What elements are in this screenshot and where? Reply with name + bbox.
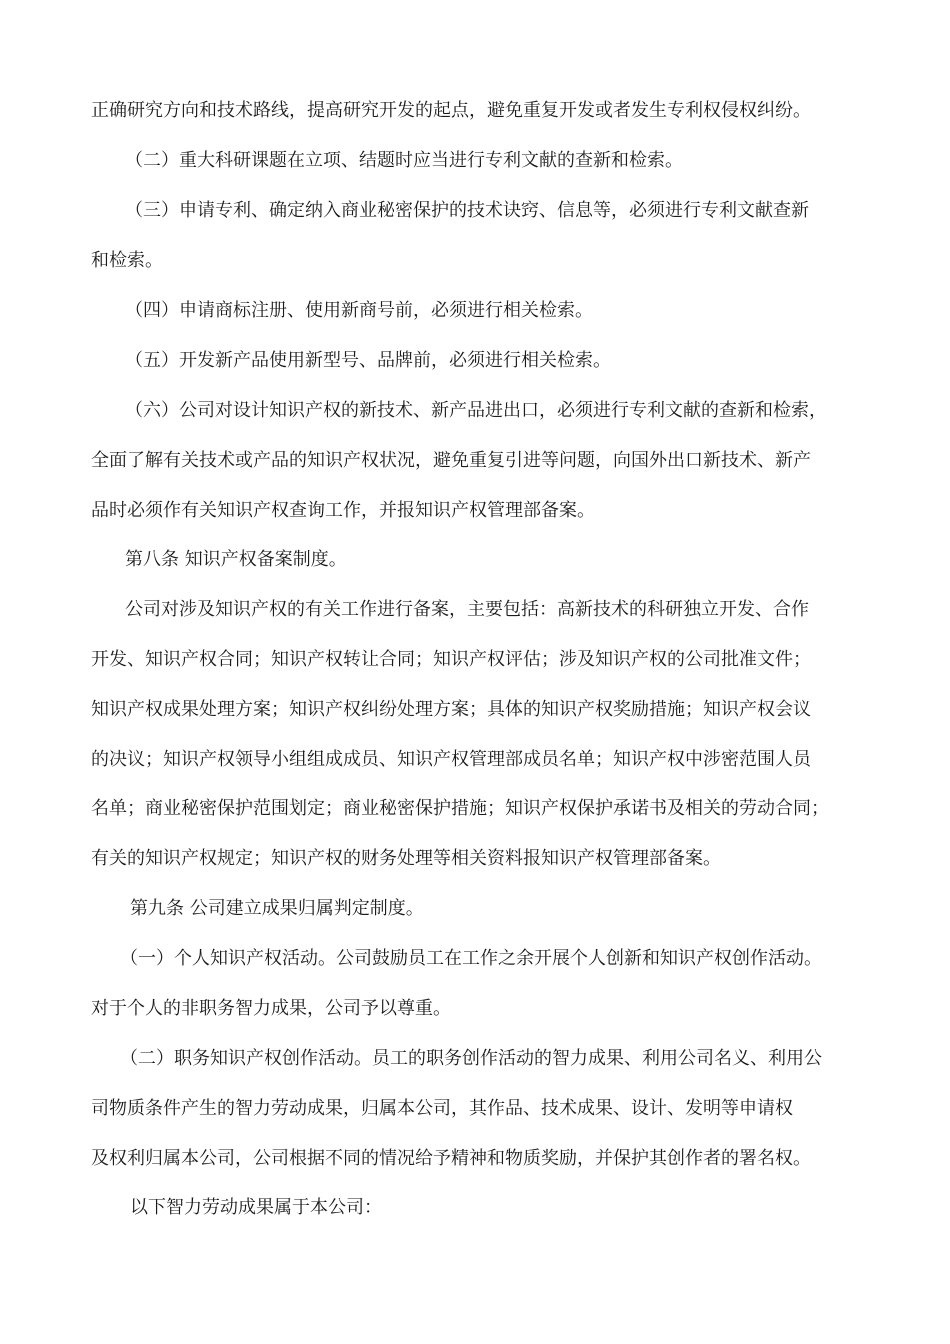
body-text-line: 和检索。 xyxy=(91,250,163,271)
body-text-line: （四）申请商标注册、使用新商号前，必须进行相关检索。 xyxy=(125,300,593,321)
body-text-line: 司物质条件产生的智力劳动成果，归属本公司，其作品、技术成果、设计、发明等申请权 xyxy=(91,1098,793,1119)
body-text-line: 全面了解有关技术或产品的知识产权状况，避免重复引进等问题，向国外出口新技术、新产 xyxy=(91,450,811,471)
body-text-line: 及权利归属本公司，公司根据不同的情况给予精神和物质奖励，并保护其创作者的署名权。 xyxy=(91,1148,811,1169)
body-text-line: 知识产权成果处理方案；知识产权纠纷处理方案；具体的知识产权奖励措施；知识产权会议 xyxy=(91,699,811,720)
body-text-line: 对于个人的非职务智力成果，公司予以尊重。 xyxy=(91,998,451,1019)
body-text-line: （五）开发新产品使用新型号、品牌前，必须进行相关检索。 xyxy=(125,350,611,371)
body-text-line: 正确研究方向和技术路线，提高研究开发的起点，避免重复开发或者发生专利权侵权纠纷。 xyxy=(91,100,811,121)
body-text-line: 以下智力劳动成果属于本公司： xyxy=(130,1197,382,1218)
body-text-line: （六）公司对设计知识产权的新技术、新产品进出口，必须进行专利文献的查新和检索， xyxy=(125,400,827,421)
body-text-line: 公司对涉及知识产权的有关工作进行备案，主要包括：高新技术的科研独立开发、合作 xyxy=(125,599,809,620)
body-text-line: 开发、知识产权合同；知识产权转让合同；知识产权评估；涉及知识产权的公司批准文件； xyxy=(91,649,811,670)
body-text-line: （二）职务知识产权创作活动。员工的职务创作活动的智力成果、利用公司名义、利用公 xyxy=(120,1048,822,1069)
body-text-line: （三）申请专利、确定纳入商业秘密保护的技术诀窍、信息等，必须进行专利文献查新 xyxy=(125,200,809,221)
body-text-line: 品时必须作有关知识产权查询工作，并报知识产权管理部备案。 xyxy=(91,500,595,521)
article-heading: 第八条 知识产权备案制度。 xyxy=(125,549,347,570)
body-text-line: （一）个人知识产权活动。公司鼓励员工在工作之余开展个人创新和知识产权创作活动。 xyxy=(120,948,822,969)
body-text-line: 名单；商业秘密保护范围划定；商业秘密保护措施；知识产权保护承诺书及相关的劳动合同； xyxy=(91,798,829,819)
body-text-line: 的决议；知识产权领导小组组成成员、知识产权管理部成员名单；知识产权中涉密范围人员 xyxy=(91,749,811,770)
body-text-line: 有关的知识产权规定；知识产权的财务处理等相关资料报知识产权管理部备案。 xyxy=(91,848,721,869)
article-heading: 第九条 公司建立成果归属判定制度。 xyxy=(130,898,424,919)
body-text-line: （二）重大科研课题在立项、结题时应当进行专利文献的查新和检索。 xyxy=(125,150,683,171)
